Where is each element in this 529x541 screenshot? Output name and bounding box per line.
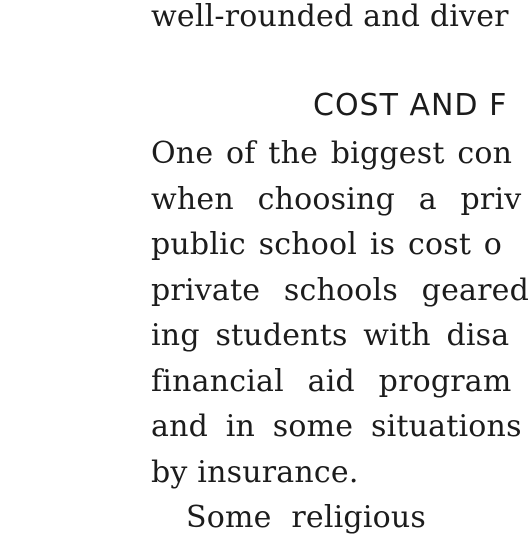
text-line: financial aid program xyxy=(151,364,512,399)
text-line: when choosing a priv xyxy=(151,182,522,217)
text-line: by insurance. xyxy=(151,455,359,490)
text-line: One of the biggest con xyxy=(151,136,513,171)
text-line: private schools geared xyxy=(151,273,529,308)
text-line: Some religious xyxy=(186,500,427,535)
section-heading: COST AND F xyxy=(313,88,508,123)
text-line: ing students with disa xyxy=(151,318,510,353)
text-line: public school is cost o xyxy=(151,227,503,262)
text-line: and in some situations xyxy=(151,409,522,444)
text-line: well-rounded and diver xyxy=(151,0,509,34)
